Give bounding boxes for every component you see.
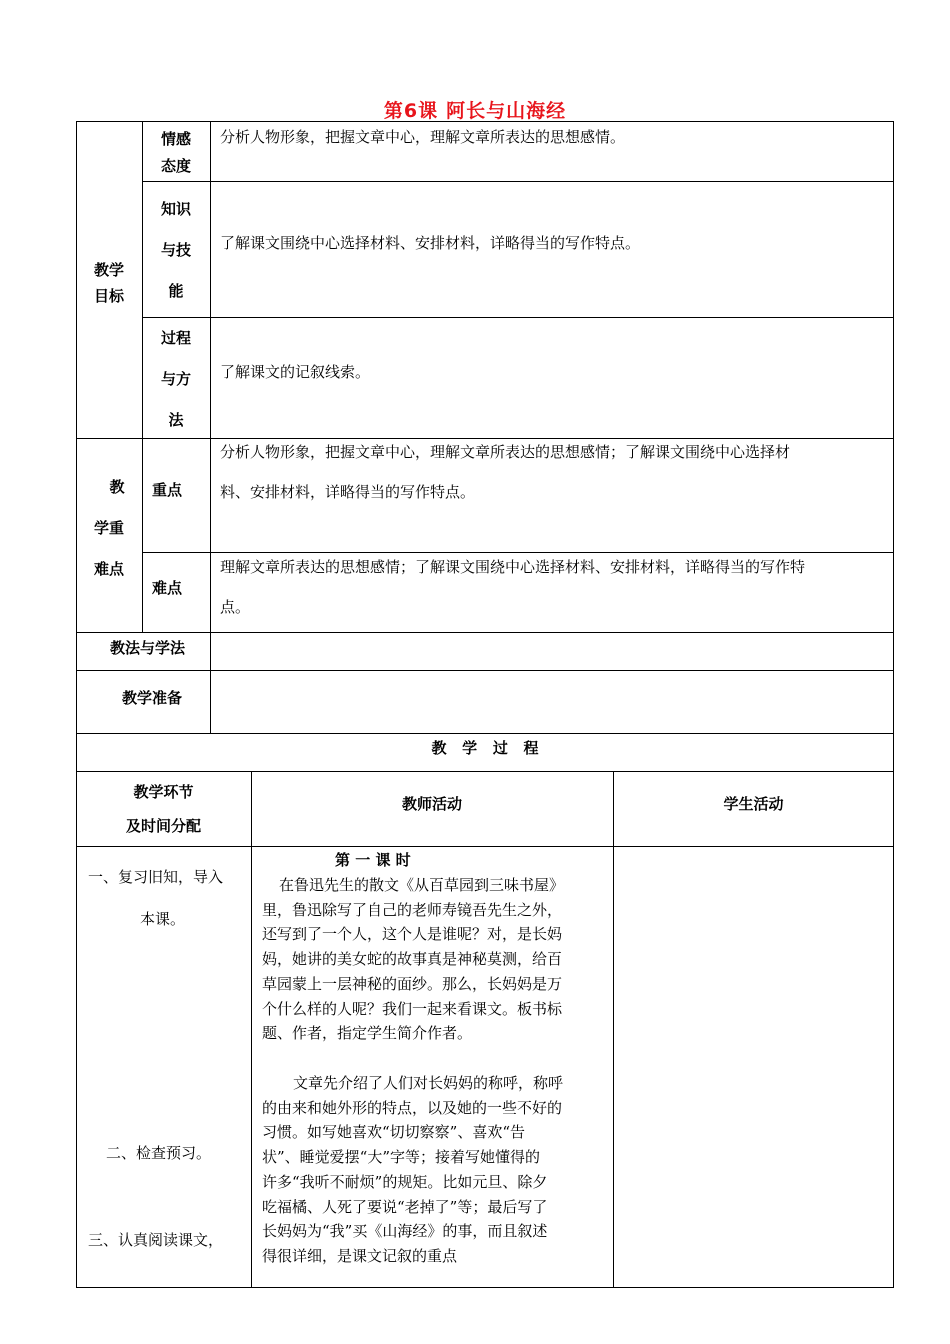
process-col-teacher-header: 教师活动 <box>401 795 462 813</box>
difficulty-label: 难点 <box>152 579 183 597</box>
row-divider <box>76 733 894 734</box>
row-divider <box>76 771 894 772</box>
process-col-student-header: 学生活动 <box>723 795 784 813</box>
column-divider <box>210 121 211 632</box>
objective-label-attitude: 情感 态度 <box>160 130 191 175</box>
objective-content-attitude: 分析人物形象，把握文章中心，理解文章所表达的思想感情。 <box>220 128 626 146</box>
step-read-text: 三、认真阅读课文， <box>88 1231 224 1249</box>
objective-label-process: 过程 与方 法 <box>160 329 191 429</box>
row-divider <box>76 632 894 633</box>
lesson-name: 阿长与山海经 <box>446 100 567 122</box>
teacher-activity-paragraph-1: 在鲁迅先生的散文《从百草园到三味书屋》 里，鲁迅除写了自己的老师寿镜吾先生之外， 还写到了一个人，这个人是谁呢？对，是长妈 妈，她讲的美女蛇的故事真是神秘莫测，给百 草园蒙上一层神秘的面纱。那么，长妈妈是万 个什么样的人呢？我们一起来看课文。板书标 题、作者，指定学生简介作者。 <box>262 876 565 1043</box>
objectives-label: 教学 目标 <box>93 261 124 305</box>
lesson-number: 第6课 <box>383 100 439 122</box>
preparation-label: 教学准备 <box>122 689 183 707</box>
objective-content-process: 了解课文的记叙线索。 <box>220 363 371 381</box>
keypoints-label: 教 学重 难点 <box>93 478 125 578</box>
session-title: 第 一 课 时 <box>335 851 411 869</box>
methods-label: 教法与学法 <box>110 639 186 657</box>
row-divider <box>142 181 894 182</box>
focus-content: 分析人物形象，把握文章中心，理解文章所表达的思想感情；了解课文围绕中心选择材 料、安排材料，详略得当的写作特点。 <box>220 443 791 501</box>
objective-label-knowledge: 知识 与技 能 <box>160 200 191 300</box>
row-divider <box>76 670 894 671</box>
teacher-activity-paragraph-2: 文章先介绍了人们对长妈妈的称呼，称呼 的由来和她外形的特点，以及她的一些不好的 习惯。如写她喜欢“切切察察”、喜欢“告 状”、睡觉爱摆“大”字等；接着写她懂得的 许多“我听不耐烦”的规矩。比如元旦、除夕 吃福橘、人死了要说“老掉了”等；最后写了 长妈妈为“我”买《山海经》的事，而且叙述 得很详细，是课文记叙的重点 <box>262 1074 564 1265</box>
objective-content-knowledge: 了解课文围绕中心选择材料、安排材料，详略得当的写作特点。 <box>220 234 641 252</box>
row-divider <box>76 846 894 847</box>
step-review: 一、复习旧知，导入 <box>88 868 224 886</box>
column-divider <box>613 771 614 1288</box>
column-divider <box>251 771 252 1288</box>
focus-label: 重点 <box>152 481 183 499</box>
process-header: 教 学 过 程 <box>431 739 539 757</box>
step-review-cont: 本课。 <box>140 910 186 928</box>
row-divider <box>142 317 894 318</box>
lesson-title <box>0 96 950 123</box>
step-preview-check: 二、检查预习。 <box>106 1144 212 1162</box>
difficulty-content: 理解文章所表达的思想感情；了解课文围绕中心选择材料、安排材料，详略得当的写作特 点。 <box>220 558 806 616</box>
process-col-steps-header: 教学环节 及时间分配 <box>125 783 201 835</box>
column-divider <box>210 632 211 733</box>
